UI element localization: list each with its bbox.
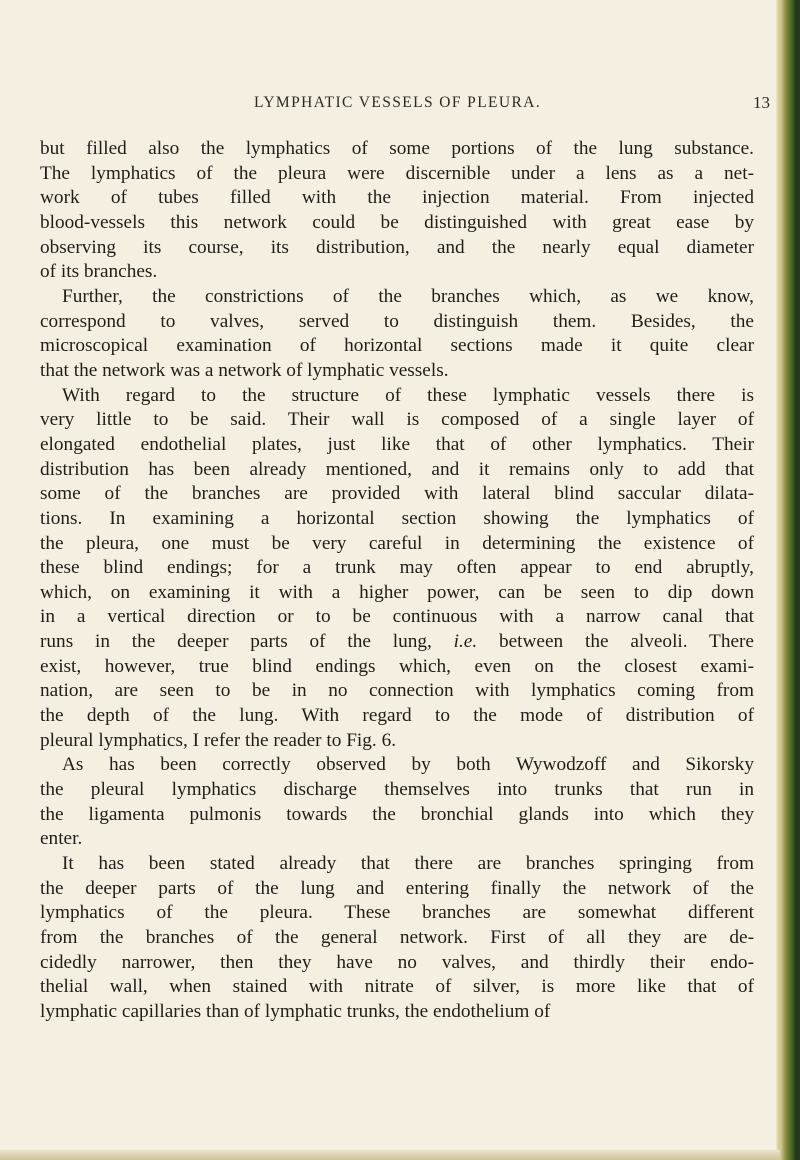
paragraph <box>40 753 754 852</box>
text-line: lymphatics of the pleura. These branches are somewhat different <box>40 902 754 924</box>
text-line: runs in the deeper parts of the lung, i.e. between the alveoli. There <box>40 631 754 653</box>
paragraph <box>40 852 754 1025</box>
text-line: nation, are seen to be in no connection with lymphatics coming from <box>40 680 754 702</box>
paragraph <box>40 137 754 285</box>
text-line: observing its course, its distribution, and the nearly equal diameter <box>40 236 754 258</box>
text-line: these blind endings; for a trunk may often appear to end abruptly, <box>40 557 754 579</box>
text-line: thelial wall, when stained with nitrate of silver, is more like that of <box>40 976 754 998</box>
text-line: microscopical examination of horizontal sections made it quite clear <box>40 335 754 357</box>
text-line: elongated endothelial plates, just like that of other lymphatics. Their <box>40 433 754 455</box>
text-line: As has been correctly observed by both Wywodzoff and Sikorsky <box>62 754 754 776</box>
text-line: some of the branches are provided with lateral blind saccular dilata- <box>40 483 754 505</box>
text-line: pleural lymphatics, I refer the reader to Fig. 6. <box>40 729 397 751</box>
text-line: from the branches of the general network. First of all they are de- <box>40 927 754 948</box>
text-line: distribution has been already mentioned, and it remains only to add that <box>40 458 754 480</box>
text-line: but filled also the lymphatics of some portions of the lung substance. <box>40 138 754 159</box>
paragraph <box>40 384 754 754</box>
text-line: The lymphatics of the pleura were discernible under a lens as a net- <box>40 162 754 184</box>
book-spine <box>780 0 800 1160</box>
text-line: blood-vessels this network could be distinguished with great ease by <box>40 211 754 233</box>
running-head: LYMPHATIC VESSELS OF PLEURA. <box>254 94 542 111</box>
text-line: With regard to the structure of these lymphatic vessels there is <box>62 384 754 406</box>
text-line: the pleura, one must be very careful in determining the existence of <box>40 532 754 554</box>
paragraph <box>40 285 754 384</box>
text-line: in a vertical direction or to be continuous with a narrow canal that <box>40 606 754 628</box>
text-line: the depth of the lung. With regard to the mode of distribution of <box>40 705 754 727</box>
page-number: 13 <box>753 93 770 112</box>
text-line: the deeper parts of the lung and entering finally the network of the <box>40 877 754 899</box>
text-line: cidedly narrower, then they have no valves, and thirdly their endo- <box>40 951 754 973</box>
text-line: very little to be said. Their wall is composed of a single layer of <box>40 409 754 431</box>
text-line: enter. <box>40 828 83 850</box>
text-line: tions. In examining a horizontal section showing the lymphatics of <box>40 507 754 529</box>
text-line: which, on examining it with a higher power, can be seen to dip down <box>40 581 754 603</box>
page-bottom-edge <box>0 1150 780 1160</box>
text-line: of its branches. <box>40 261 158 283</box>
text-line: that the network was a network of lymphatic vessels. <box>40 359 449 381</box>
text-line: work of tubes filled with the injection material. From injected <box>40 187 754 209</box>
text-line: correspond to valves, served to distinguish them. Besides, the <box>40 310 754 332</box>
body-text <box>40 137 754 1025</box>
text-line: Further, the constrictions of the branches which, as we know, <box>62 285 754 307</box>
text-line: the pleural lymphatics discharge themselves into trunks that run in <box>40 779 754 801</box>
text-line: It has been stated already that there are branches springing from <box>62 853 754 875</box>
text-line: lymphatic capillaries than of lymphatic trunks, the endothelium of <box>40 1000 551 1022</box>
text-line: the ligamenta pulmonis towards the bronchial glands into which they <box>40 803 754 825</box>
text-line: exist, however, true blind endings which, even on the closest exami- <box>40 655 754 677</box>
page-header <box>40 94 780 118</box>
